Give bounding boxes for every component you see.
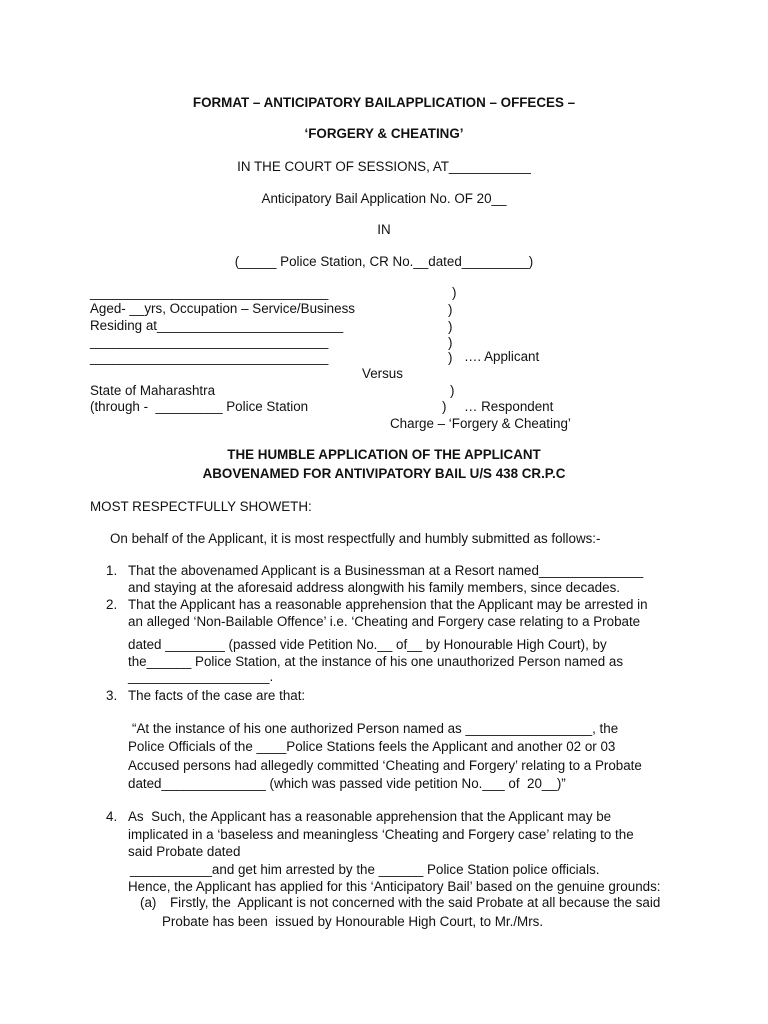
applicant-label: …. Applicant (464, 349, 540, 364)
para-3-line: The facts of the case are that: (128, 688, 306, 703)
para-2-line: ___________________. (128, 669, 274, 684)
para-1-number: 1. (106, 563, 118, 578)
showeth-line: MOST RESPECTFULLY SHOWETH: (90, 499, 312, 514)
party-bracket: ) (448, 319, 453, 334)
para-2-line: the______ Police Station, at the instance of his one unauthorized Person named as (128, 654, 624, 669)
para-3-quote-line: dated______________ (which was passed vide petition No.___ of 20__)” (128, 776, 566, 791)
para-3-number: 3. (106, 688, 118, 703)
party-aged: Aged- __yrs, Occupation – Service/Business (90, 301, 355, 316)
para-2-line: an alleged ‘Non-Bailable Offence’ i.e. ‘Cheating and Forgery case relating to a Probate (128, 614, 641, 629)
court-line: IN THE COURT OF SESSIONS, AT___________ (237, 159, 531, 174)
party-residing: Residing at_________________________ (90, 318, 344, 333)
party-bracket: ) (450, 383, 455, 398)
application-number: Anticipatory Bail Application No. OF 20__ (261, 191, 507, 206)
application-heading-2: ABOVENAMED FOR ANTIVIPATORY BAIL U/S 438 CR.P.C (202, 466, 566, 481)
party-bracket: ) (442, 399, 447, 414)
intro-paragraph: On behalf of the Applicant, it is most respectfully and humbly submitted as follows:- (110, 531, 601, 546)
police-station-line: (_____ Police Station, CR No.__dated_________) (234, 254, 534, 269)
party-bracket: ) (448, 335, 453, 350)
application-heading-1: THE HUMBLE APPLICATION OF THE APPLICANT (227, 447, 541, 462)
para-2-number: 2. (106, 597, 118, 612)
party-bracket: ) (452, 285, 457, 300)
state-line: State of Maharashtra (90, 383, 216, 398)
party-blank-2: ________________________________ (90, 334, 329, 349)
para-4-number: 4. (106, 809, 118, 824)
para-2-line: That the Applicant has a reasonable apprehension that the Applicant may be arrested in (128, 597, 648, 612)
para-1-line: That the abovenamed Applicant is a Businessman at a Resort named______________ (128, 563, 644, 578)
para-2-line: dated ________ (passed vide Petition No.__ of__ by Honourable High Court), by (128, 637, 607, 652)
document-title: FORMAT – ANTICIPATORY BAILAPPLICATION – OFFECES – (192, 95, 576, 110)
para-4-line: ___________and get him arrested by the ______ Police Station police officials. (130, 862, 600, 877)
charge-line: Charge – ‘Forgery & Cheating’ (390, 416, 571, 431)
para-4-line: said Probate dated (128, 844, 241, 859)
para-4a-line: Firstly, the Applicant is not concerned with the said Probate at all because the said (170, 895, 661, 910)
respondent-label: … Respondent (464, 399, 554, 414)
party-bracket: ) (448, 302, 453, 317)
document-subtitle: ‘FORGERY & CHEATING’ (304, 126, 464, 141)
party-blank-1: ________________________________ (90, 285, 329, 300)
versus-label: Versus (362, 366, 403, 381)
party-blank-3: ________________________________ (90, 350, 329, 365)
para-4a-line: Probate has been issued by Honourable High Court, to Mr./Mrs. (162, 914, 544, 929)
para-4-line: As Such, the Applicant has a reasonable apprehension that the Applicant may be (128, 809, 612, 824)
party-bracket: ) (448, 350, 453, 365)
in-line: IN (377, 222, 391, 237)
para-4-line: Hence, the Applicant has applied for this ‘Anticipatory Bail’ based on the genuine grounds: (128, 879, 661, 894)
para-1-line: and staying at the aforesaid address alongwith his family members, since decades. (128, 580, 620, 595)
para-4-line: implicated in a ‘baseless and meaningless ‘Cheating and Forgery case’ relating to the (128, 827, 634, 842)
para-3-quote-line: Accused persons had allegedly committed ‘Cheating and Forgery’ relating to a Probate (128, 758, 642, 773)
para-3-quote-line: “At the instance of his one authorized Person named as _________________, the (132, 721, 619, 736)
through-line: (through - _________ Police Station (90, 399, 309, 414)
para-3-quote-line: Police Officials of the ____Police Stations feels the Applicant and another 02 or 03 (128, 739, 616, 754)
para-4a-label: (a) (140, 895, 157, 910)
